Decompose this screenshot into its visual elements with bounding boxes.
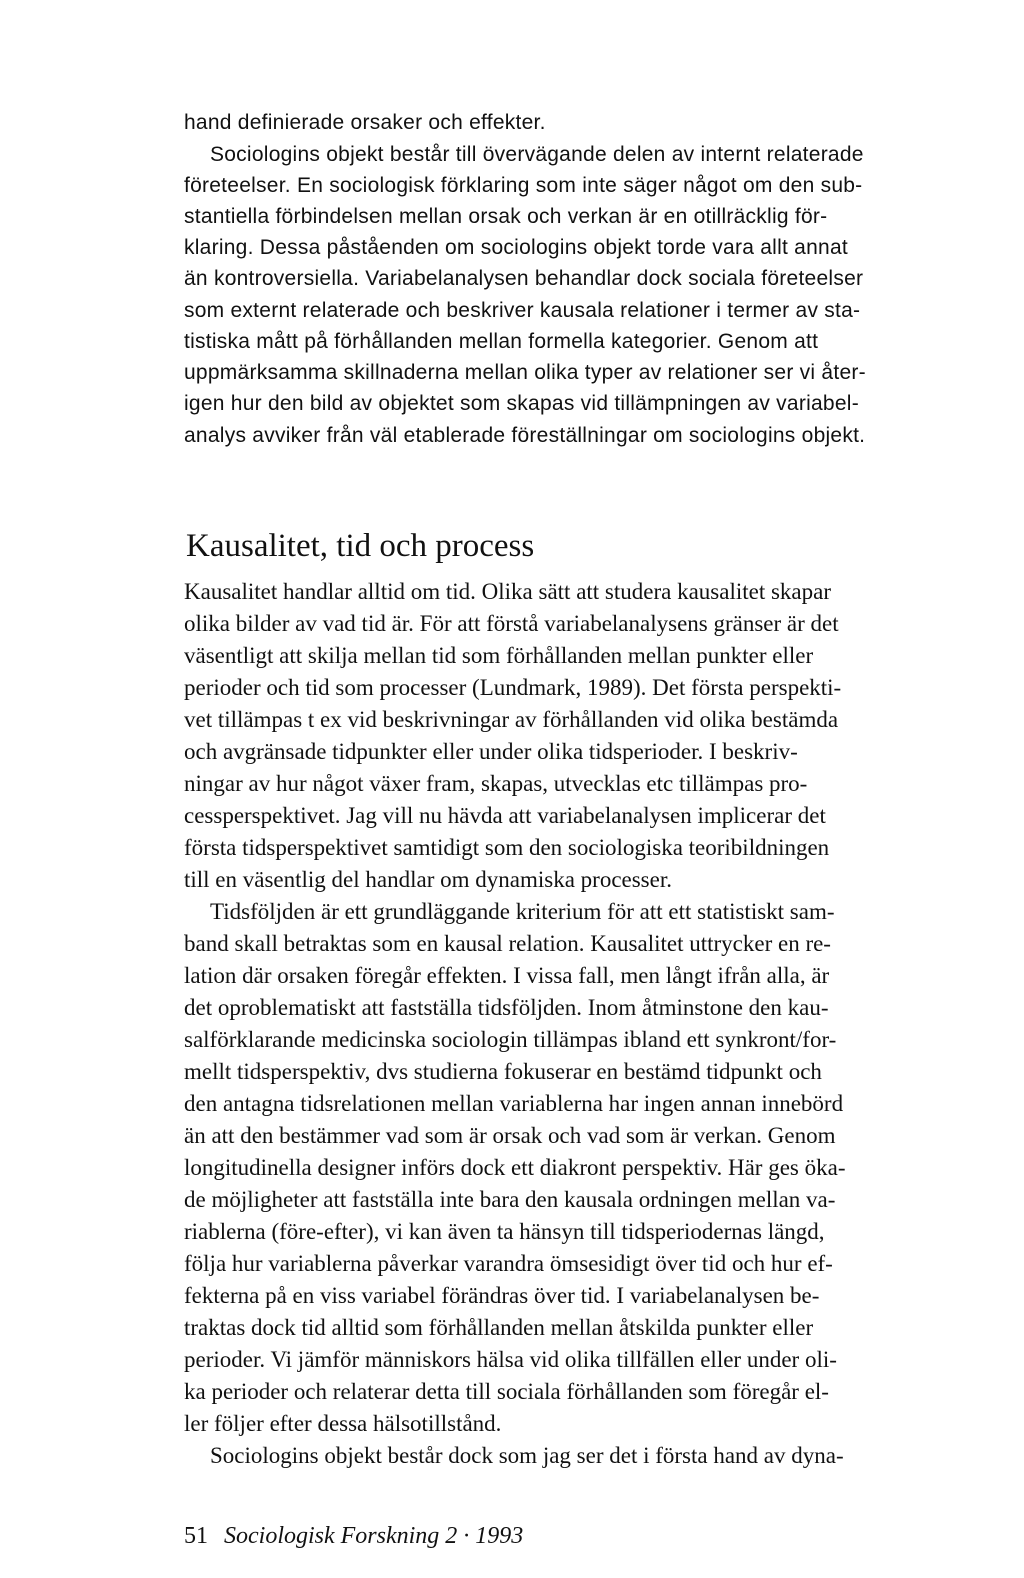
- journal-citation: Sociologisk Forskning 2 · 1993: [224, 1523, 524, 1549]
- text-line: stantiella förbindelsen mellan orsak och verkan är en otillräcklig för-: [184, 205, 828, 228]
- text-line: följa hur variablerna påverkar varandra ömsesidigt över tid och hur ef-: [184, 1251, 833, 1276]
- text-line: och avgränsade tidpunkter eller under olika tidsperioder. I beskriv-: [184, 739, 798, 764]
- text-line: tistiska mått på förhållanden mellan formella kategorier. Genom att: [184, 330, 819, 353]
- text-line: igen hur den bild av objektet som skapas vid tillämpningen av variabel-: [184, 392, 859, 415]
- text-line: ka perioder och relaterar detta till sociala förhållanden som föregår el-: [184, 1379, 829, 1404]
- text-line: till en väsentlig del handlar om dynamiska processer.: [184, 867, 672, 892]
- text-line: Tidsföljden är ett grundläggande kriterium för att ett statistiskt sam-: [210, 899, 835, 924]
- text-line: perioder. Vi jämför människors hälsa vid olika tillfällen eller under oli-: [184, 1347, 837, 1372]
- text-line: Sociologins objekt består till övervägande delen av internt relaterade: [210, 143, 864, 166]
- text-line: det oproblematiskt att fastställa tidsföljden. Inom åtminstone den kau-: [184, 995, 829, 1020]
- text-line: perioder och tid som processer (Lundmark, 1989). Det första perspekti-: [184, 675, 842, 700]
- text-line: cessperspektivet. Jag vill nu hävda att variabelanalysen implicerar det: [184, 803, 826, 828]
- text-line: olika bilder av vad tid är. För att förstå variabelanalysens gränser är det: [184, 611, 839, 636]
- section-heading: Kausalitet, tid och process: [186, 528, 535, 564]
- text-line: klaring. Dessa påståenden om sociologins objekt torde vara allt annat: [184, 236, 848, 259]
- text-line: första tidsperspektivet samtidigt som den sociologiska teoribildningen: [184, 835, 830, 860]
- page-footer: [184, 1524, 523, 1548]
- text-line: som externt relaterade och beskriver kausala relationer i termer av sta-: [184, 299, 861, 322]
- text-line: salförklarande medicinska sociologin tillämpas ibland ett synkront/for-: [184, 1027, 837, 1052]
- text-line: Sociologins objekt består dock som jag ser det i första hand av dyna-: [210, 1443, 844, 1468]
- text-line: Kausalitet handlar alltid om tid. Olika sätt att studera kausalitet skapar: [184, 579, 832, 604]
- page-number: 51: [184, 1523, 208, 1549]
- text-line: longitudinella designer införs dock ett diakront perspektiv. Här ges öka-: [184, 1155, 846, 1180]
- text-line: väsentligt att skilja mellan tid som förhållanden mellan punkter eller: [184, 643, 814, 668]
- text-line: ler följer efter dessa hälsotillstånd.: [184, 1411, 502, 1436]
- text-line: än kontroversiella. Variabelanalysen behandlar dock sociala företeelser: [184, 267, 864, 290]
- text-line: den antagna tidsrelationen mellan variablerna har ingen annan innebörd: [184, 1091, 844, 1116]
- text-line: lation där orsaken föregår effekten. I vissa fall, men långt ifrån alla, är: [184, 963, 830, 988]
- text-line: band skall betraktas som en kausal relation. Kausalitet uttrycker en re-: [184, 931, 831, 956]
- text-line: riablerna (före-efter), vi kan även ta hänsyn till tidsperiodernas längd,: [184, 1219, 825, 1244]
- text-line: analys avviker från väl etablerade föreställningar om sociologins objekt.: [184, 424, 866, 447]
- text-line: mellt tidsperspektiv, dvs studierna fokuserar en bestämd tidpunkt och: [184, 1059, 822, 1084]
- text-line: fekterna på en viss variabel förändras över tid. I variabelanalysen be-: [184, 1283, 820, 1308]
- text-line: hand definierade orsaker och effekter.: [184, 111, 546, 134]
- text-line: än att den bestämmer vad som är orsak och vad som är verkan. Genom: [184, 1123, 836, 1148]
- text-line: företeelser. En sociologisk förklaring som inte säger något om den sub-: [184, 174, 863, 197]
- text-line: uppmärksamma skillnaderna mellan olika typer av relationer ser vi åter-: [184, 361, 866, 384]
- text-line: de möjligheter att fastställa inte bara den kausala ordningen mellan va-: [184, 1187, 836, 1212]
- text-line: ningar av hur något växer fram, skapas, utvecklas etc tillämpas pro-: [184, 771, 808, 796]
- text-line: vet tillämpas t ex vid beskrivningar av förhållanden vid olika bestämda: [184, 707, 839, 732]
- text-line: traktas dock tid alltid som förhållanden mellan åtskilda punkter eller: [184, 1315, 814, 1340]
